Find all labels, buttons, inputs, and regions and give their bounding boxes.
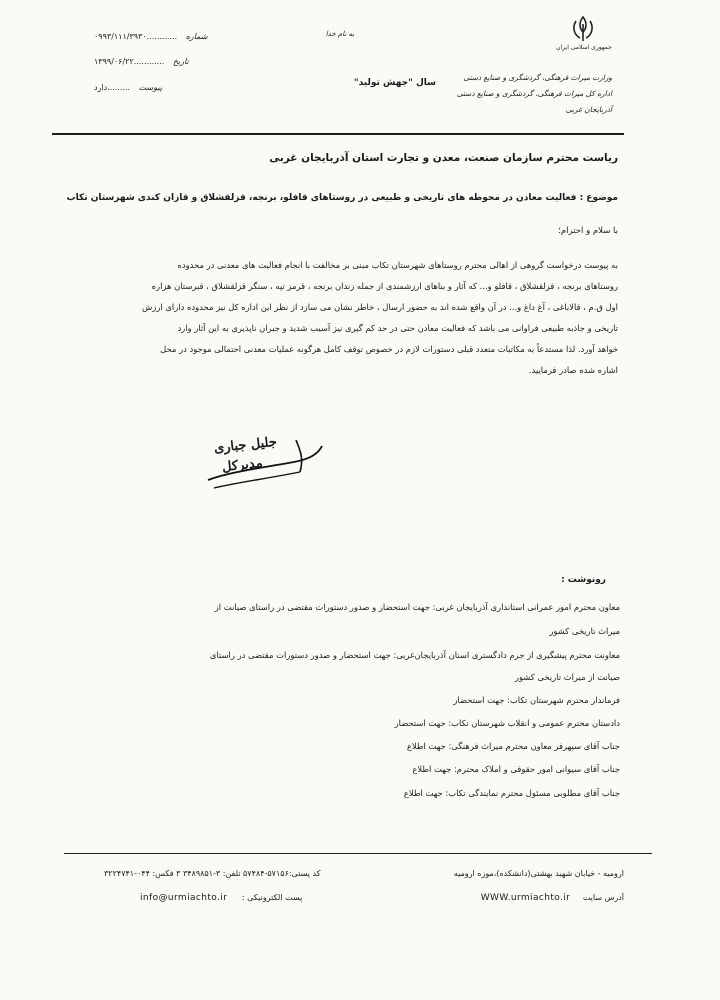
letter-number: ۰۹۹۳/۱۱۱/۳۹۳۰............ [94,32,178,41]
footer-address: ارومیه - خیابان شهید بهشتی(دانشکده)،موزه ارومیه [453,869,624,878]
bismillah: به نام خدا [325,30,355,38]
attachment-row [94,83,162,92]
cc-line: جناب آقای سیوانی امور حقوقی و املاک محترم: جهت اطلاع [412,764,620,774]
cc-line: جناب آقای مطلوبی مسئول محترم نمایندگی تکاب: جهت اطلاع [403,788,620,798]
cc-line: معاونت محترم پیشگیری از جرم دادگستری استان آذربایجان‌غربی: جهت استحضار و صدور دستورات مقتضی در راستای [209,650,620,660]
footer-website-label: آدرس سایت [582,893,624,902]
body-line: تاریخی و جاذبه طبیعی فراوانی می باشد که فعالیت معادن حتی در حد کم گیری نیز آسیب شدید و جبران ناپذیری به این آثار وارد [177,323,618,333]
letter-number-label: شماره [185,32,208,41]
signatory-title: مدیرکل [221,455,264,476]
subject-text: فعالیت معادن در محوطه های تاریخی و طبیعی در روستاهای قافلو، برنجه، قزلقشلاق و قازان کندی شهرستان تکاب [66,193,577,203]
body-line: روستاهای برنجه ، قزلقشلاق ، قافلو و... که آثار و بناهای ارزشمندی از جمله زندان برنجه ، قرمز تپه ، سنگر قزلقشلاق ، قبرستان هزاره [151,281,618,291]
letter-number-row [94,32,208,41]
attachment-value: .........دارد [94,83,131,92]
emblem-caption: جمهوری اسلامی ایران [556,44,612,51]
cc-line: دادستان محترم عمومی و انقلاب شهرستان تکاب: جهت استحضار [394,718,620,728]
body-line: اشاره شده صادر فرمایید. [528,365,618,375]
letter-date-label: تاریخ [172,57,189,66]
body-line: به پیوست درخواست گروهی از اهالی محترم روستاهای شهرستان تکاب مبنی بر مخالفت با انجام فعالیت های معدنی در محدوده [177,260,618,270]
attachment-label: پیوست [138,83,162,92]
ministry-block [457,70,612,118]
header-divider [52,133,624,135]
cc-line: جناب آقای سپهرفر معاون محترم میراث فرهنگی: جهت اطلاع [406,741,620,751]
letter-date-row [94,57,189,66]
addressee: ریاست محترم سازمان صنعت، معدن و تجارت استان آذربایجان غربی [269,152,618,164]
cc-heading: رونوشت : [561,575,606,585]
subject-label: موضوع : [579,193,618,203]
greeting: با سلام و احترام؛ [558,226,618,236]
footer-contact: کد پستی:۵۷۱۵۶-۵۷۴۸۴ تلفن: ۳-۳۴۸۹۸۵۱ ۳ فکس: ۰۴۴-۳۲۲۴۷۴۱ [104,869,321,878]
footer-email[interactable]: info@urmiachto.ir [140,893,228,903]
cc-line: فرماندار محترم شهرستان تکاب: جهت استحضار [453,695,620,705]
year-slogan: سال "جهش تولید" [353,78,436,88]
ministry-line: آذربایجان غربی [565,105,612,114]
footer-email-row [140,893,302,903]
letter-date: ۱۳۹۹/۰۶/۲۲............ [94,57,165,66]
cc-line: صیانت از میراث تاریخی کشور [514,672,620,682]
body-line: اول ق.م ، قالاباغی ، آغ داغ و... در آن واقع شده اند به حضور ارسال ، خاطر نشان می سازد از نظر این اداره کل نیز محدوده دارای ارزش [142,302,618,312]
ministry-line: وزارت میراث فرهنگی، گردشگری و صنایع دستی [463,73,612,82]
footer-website-row [481,893,624,903]
ministry-line: اداره کل میراث فرهنگی، گردشگری و صنایع دستی [456,89,612,98]
cc-line: معاون محترم امور عمرانی استانداری آذربایجان غربی: جهت استحضار و صدور دستورات مقتضی در راستای صیانت از [214,602,620,612]
cc-line: میراث تاریخی کشور [549,626,620,636]
footer-divider [64,853,652,854]
signatory-name: جلیل جباری [213,434,278,457]
subject-line [67,193,618,203]
footer-email-label: پست الکترونیکی : [241,893,303,902]
iran-emblem-icon [568,14,598,44]
body-line: خواهد آورد. لذا مستدعاً به مکاتبات متعدد قبلی دستورات لازم در خصوص توقف کامل هرگونه عملیات معدنی احتمالی موجود در محل [160,344,618,354]
footer-website[interactable]: WWW.urmiachto.ir [480,893,571,903]
